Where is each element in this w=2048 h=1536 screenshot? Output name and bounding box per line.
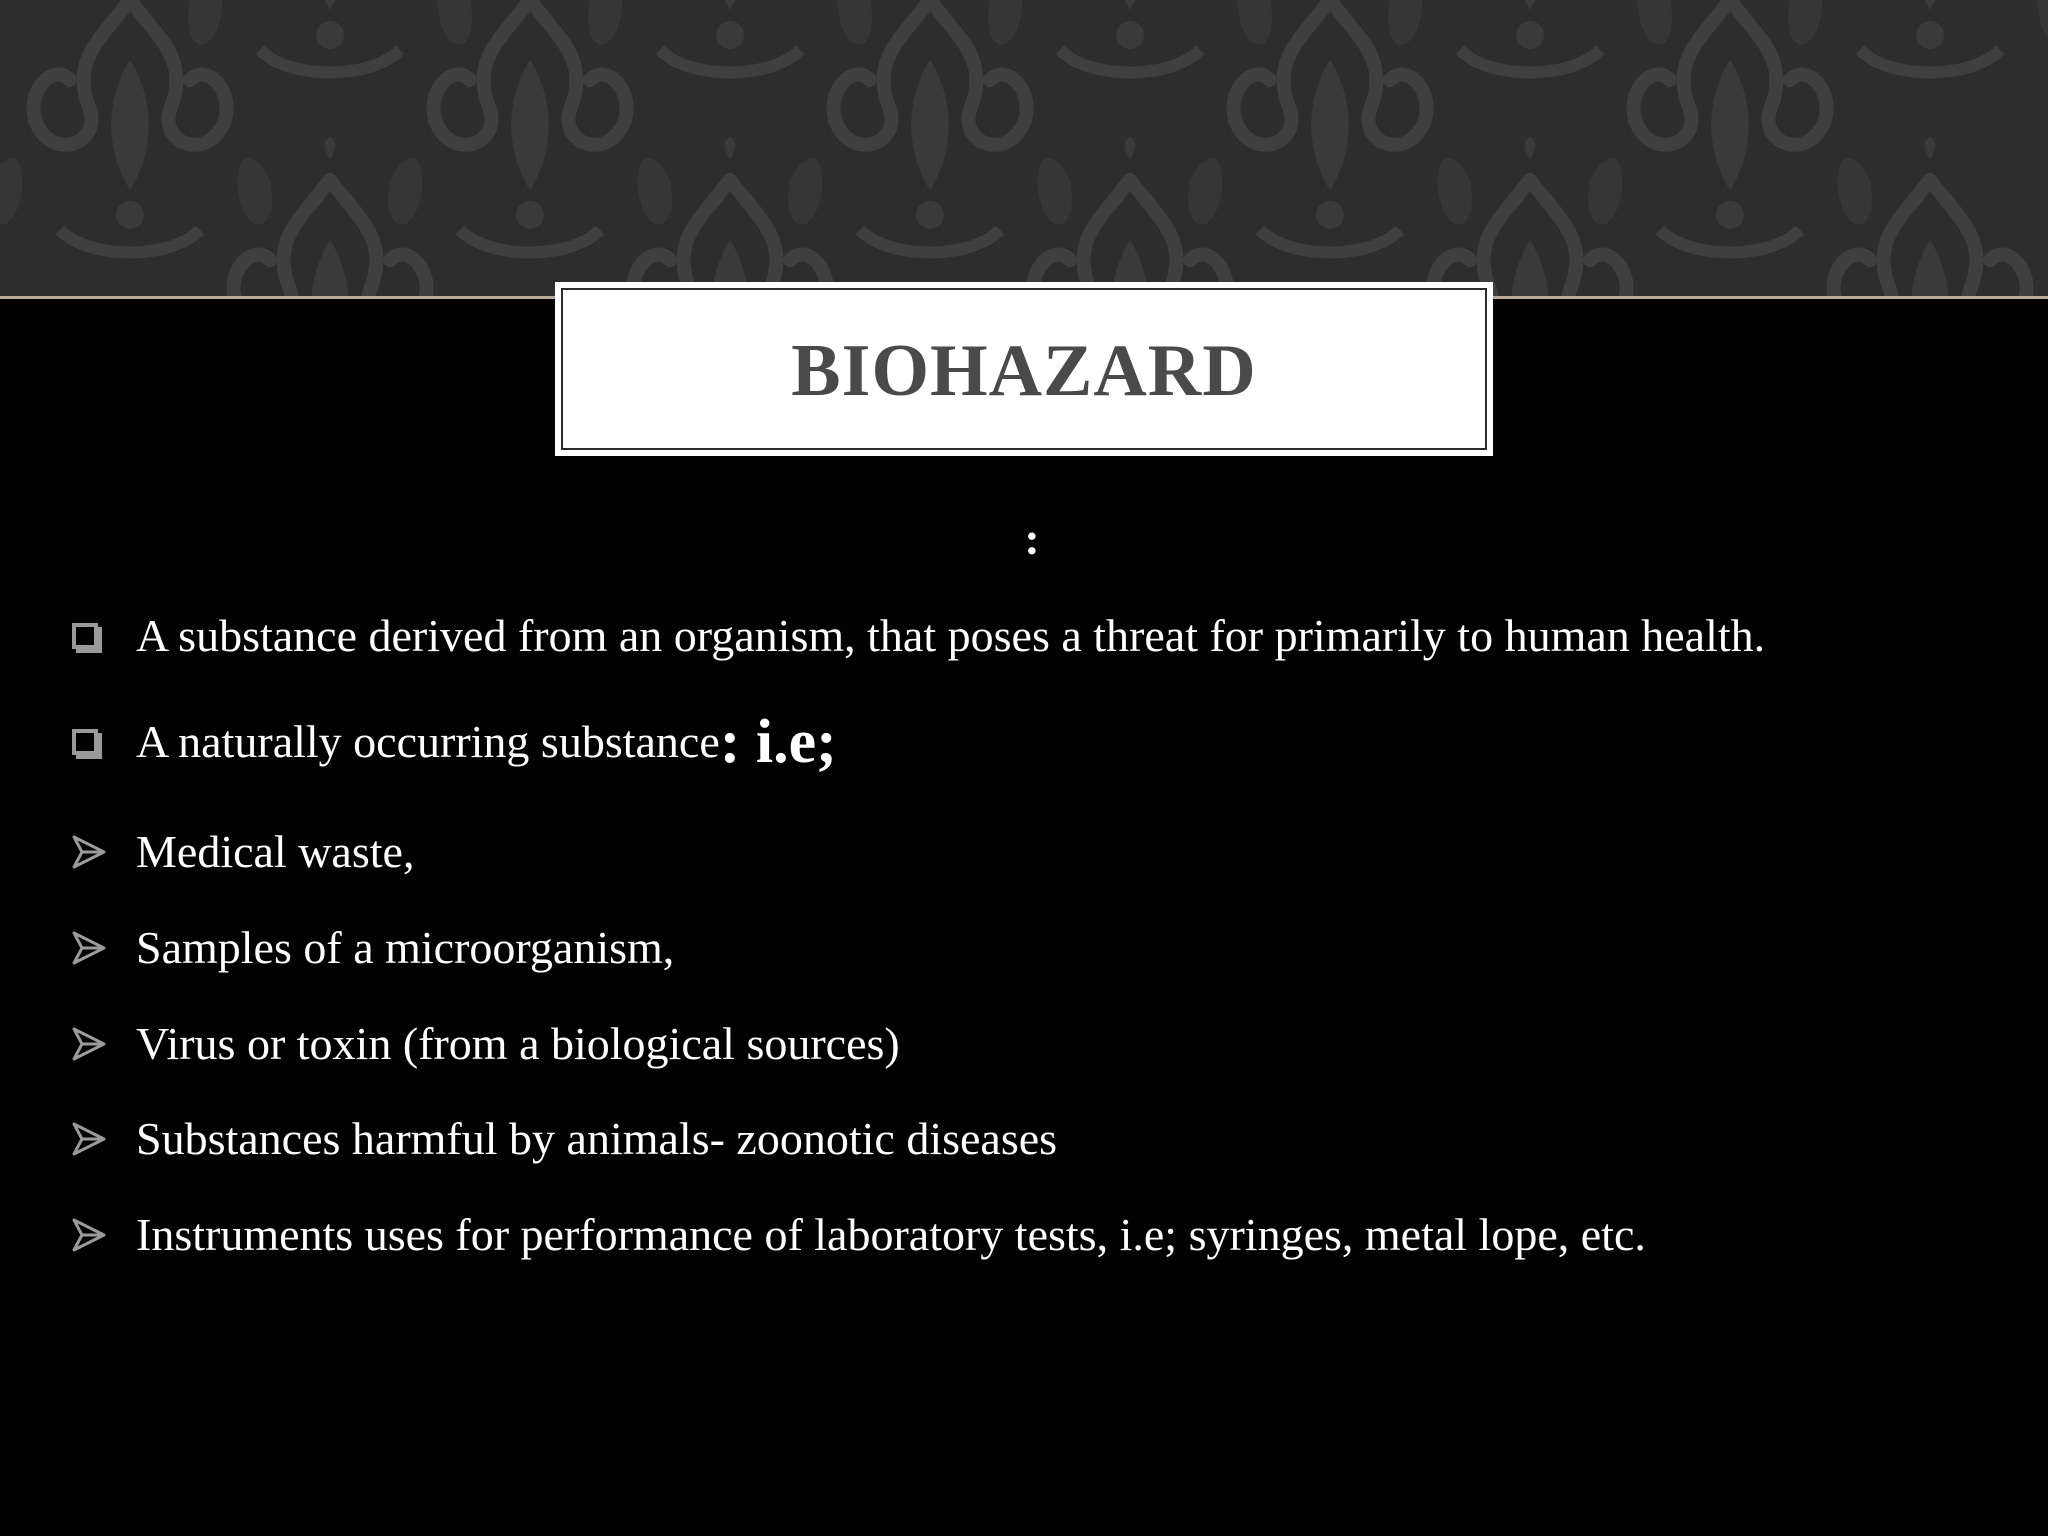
- title-box-frame: [561, 288, 1487, 450]
- arrow-bullet-icon: [72, 931, 106, 965]
- arrow-bullet-icon: [72, 1122, 106, 1156]
- bullet-item: [72, 816, 414, 888]
- arrow-bullet-icon: [72, 1027, 106, 1061]
- bullet-text: Substances harmful by animals- zoonotic diseases: [136, 1113, 1058, 1164]
- colon-mark: :: [1024, 513, 1040, 564]
- damask-header-band: [0, 0, 2048, 296]
- bullet-item: [72, 912, 674, 984]
- bullet-text: Samples of a microorganism,: [136, 922, 675, 973]
- arrow-bullet-icon: [72, 835, 106, 869]
- bullet-item: [72, 1008, 900, 1080]
- bullet-text: Medical waste,: [136, 826, 415, 877]
- bullet-item: [72, 600, 1765, 672]
- square-bullet-icon: [72, 623, 98, 649]
- arrow-bullet-icon: [72, 1218, 106, 1252]
- bullet-item: [72, 1199, 1646, 1271]
- bullet-text: Virus or toxin (from a biological sources): [136, 1018, 900, 1069]
- bullet-text: A naturally occurring substance: [136, 716, 720, 767]
- slide-title: BIOHAZARD: [791, 329, 1257, 412]
- title-box: [555, 282, 1493, 456]
- square-bullet-icon: [72, 729, 98, 755]
- bullet-text: Instruments uses for performance of laboratory tests, i.e; syringes, metal lope, etc.: [136, 1209, 1646, 1260]
- damask-pattern: [0, 0, 2048, 296]
- bullet-item: [72, 706, 837, 778]
- bullet-emphasis: : i.e;: [719, 708, 837, 776]
- bullet-text: A substance derived from an organism, that poses a threat for primarily to human health.: [136, 610, 1766, 661]
- bullet-item: [72, 1103, 1057, 1175]
